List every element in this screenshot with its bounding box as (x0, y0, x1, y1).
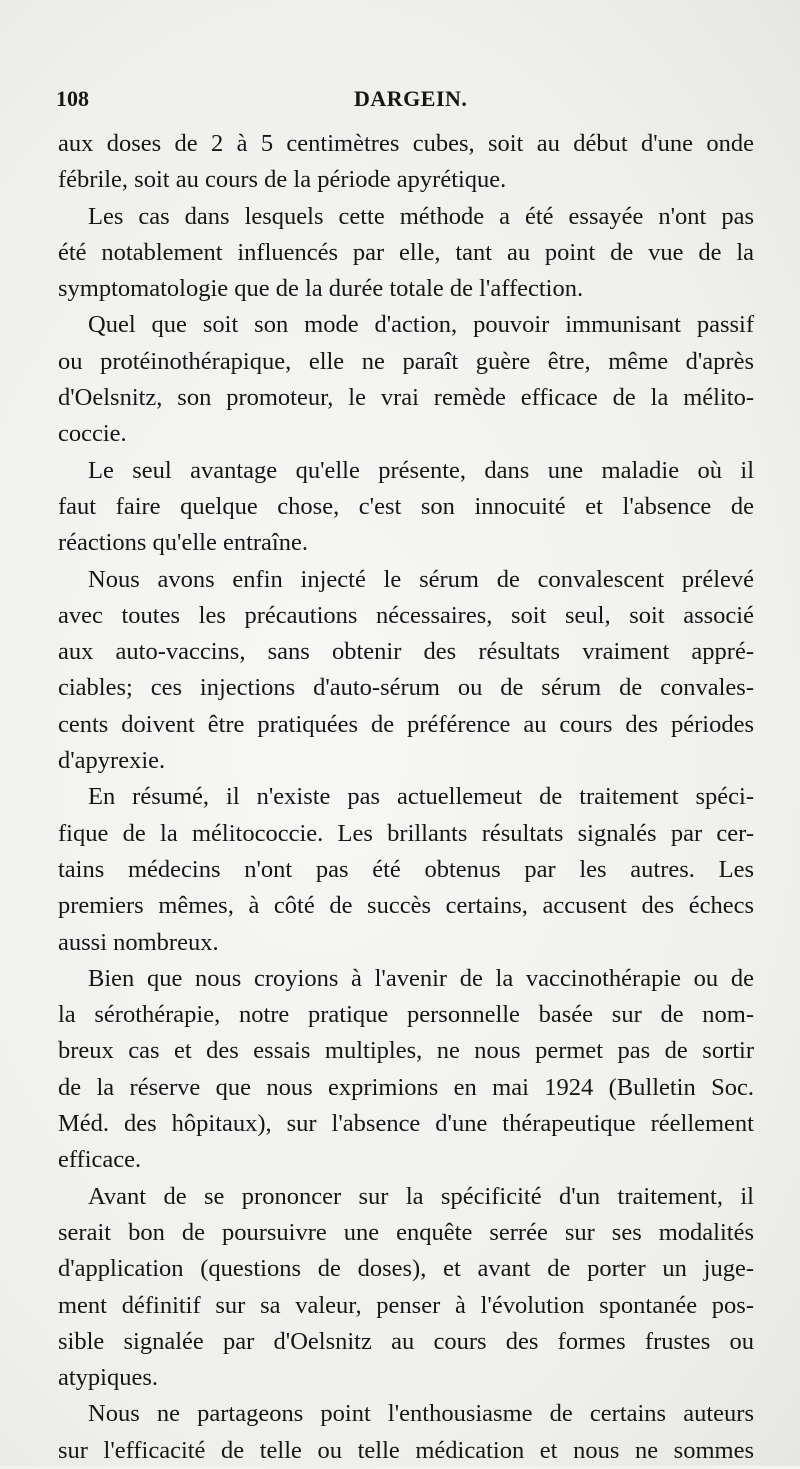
text-line: breux cas et des essais multiples, ne nous permet pas de sortir (58, 1037, 754, 1065)
text-line: d'application (questions de doses), et avant de porter un juge- (58, 1255, 754, 1283)
text-line: faut faire quelque chose, c'est son innocuité et l'absence de (58, 492, 754, 520)
text-line: fébrile, soit au cours de la période apyrétique. (58, 166, 507, 194)
body-text (58, 126, 754, 1469)
text-line: sur l'efficacité de telle ou telle médication et nous ne sommes (58, 1436, 754, 1464)
text-line: Les cas dans lesquels cette méthode a été essayée n'ont pas (88, 202, 754, 230)
text-line: ciables; ces injections d'auto-sérum ou de sérum de convales- (58, 674, 754, 702)
text-line: Nous avons enfin injecté le sérum de convalescent prélevé (88, 565, 754, 593)
text-line: Quel que soit son mode d'action, pouvoir immunisant passif (88, 311, 754, 339)
text-line: serait bon de poursuivre une enquête serrée sur ses modalités (58, 1218, 754, 1246)
text-line: Méd. des hôpitaux), sur l'absence d'une thérapeutique réellement (58, 1110, 754, 1138)
text-line: avec toutes les précautions nécessaires, soit seul, soit associé (58, 601, 754, 629)
text-line: Avant de se prononcer sur la spécificité d'un traitement, il (88, 1182, 754, 1210)
text-line: réactions qu'elle entraîne. (58, 529, 308, 557)
text-line: de la réserve que nous exprimions en mai 1924 (Bulletin Soc. (58, 1073, 754, 1101)
text-line: aux doses de 2 à 5 centimètres cubes, soit au début d'une onde (58, 130, 754, 157)
text-line: En résumé, il n'existe pas actuellemeut de traitement spéci- (88, 783, 754, 811)
text-line: Le seul avantage qu'elle présente, dans une maladie où il (88, 456, 754, 484)
text-line: symptomatologie que de la durée totale de l'affection. (58, 275, 584, 303)
text-line: d'apyrexie. (58, 747, 166, 775)
text-line: aux auto-vaccins, sans obtenir des résultats vraiment appré- (58, 638, 754, 666)
running-title: DARGEIN. (354, 86, 468, 111)
text-line: Bien que nous croyions à l'avenir de la vaccinothérapie ou de (88, 964, 754, 992)
text-line: ment définitif sur sa valeur, penser à l'évolution spontanée pos- (58, 1291, 754, 1319)
text-line: la sérothérapie, notre pratique personnelle basée sur de nom- (58, 1001, 754, 1029)
text-line: fique de la mélitococcie. Les brillants résultats signalés par cer- (58, 819, 754, 847)
text-line: coccie. (58, 420, 127, 448)
text-line: aussi nombreux. (58, 928, 219, 956)
page-header (56, 86, 756, 116)
text-line: sible signalée par d'Oelsnitz au cours des formes frustes ou (58, 1327, 754, 1355)
text-line: cents doivent être pratiquées de préférence au cours des périodes (58, 710, 754, 738)
text-line: atypiques. (58, 1364, 159, 1392)
page-number: 108 (56, 86, 89, 111)
text-line: tains médecins n'ont pas été obtenus par les autres. Les (58, 855, 754, 883)
text-line: été notablement influencés par elle, tant au point de vue de la (58, 238, 754, 266)
text-line: efficace. (58, 1146, 142, 1174)
text-line: premiers mêmes, à côté de succès certains, accusent des échecs (58, 892, 754, 920)
text-line: d'Oelsnitz, son promoteur, le vrai remède efficace de la mélito- (58, 384, 754, 412)
text-line: Nous ne partageons point l'enthousiasme de certains auteurs (88, 1400, 754, 1428)
text-line: ou protéinothérapique, elle ne paraît guère être, même d'après (58, 347, 754, 375)
